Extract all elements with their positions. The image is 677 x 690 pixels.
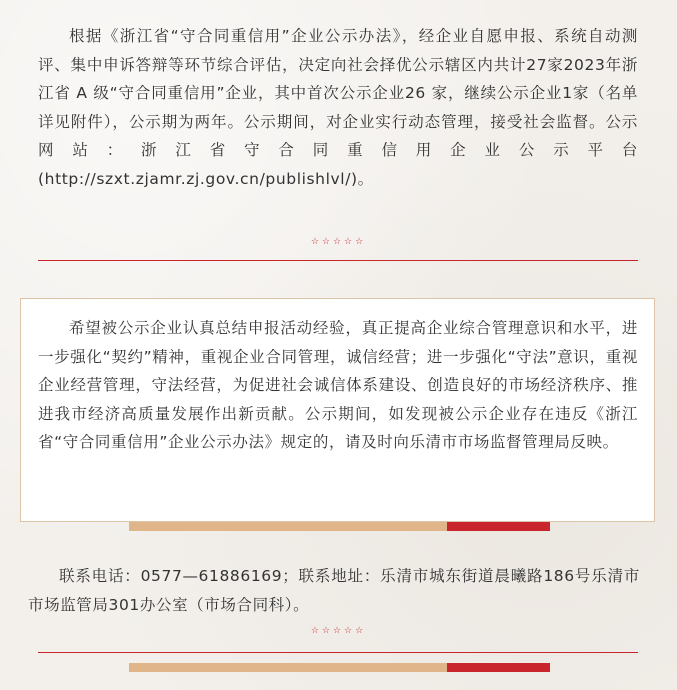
star-divider-icon: ☆☆☆☆☆ <box>310 626 367 636</box>
decorative-bar-tan <box>129 522 447 531</box>
red-divider-line <box>38 260 638 261</box>
decorative-bar-red <box>447 522 550 531</box>
decorative-bar-tan <box>129 663 447 672</box>
red-divider-line <box>38 652 638 653</box>
contact-paragraph: 联系电话：0577—61886169；联系地址：乐清市城东街道晨曦路186号乐清市市场监管局301办公室（市场合同科）。 <box>28 567 640 614</box>
announcement-paragraph: 根据《浙江省“守合同重信用”企业公示办法》，经企业自愿申报、系统自动测评、集中申诉答辩等环节综合评估，决定向社会择优公示辖区内共计27家2023年浙江省 A 级“守合同重信用”企业，其中首次公示企业26 家，继续公示企业1家（名单详见附件），公示期为两年。公示期间，对企业实行动态管理，接受社会监督。公示网站：浙江省守合同重信用企业公示平台(http://szxt.zjamr.zj.gov.cn/publishlvl/)。 <box>38 27 638 188</box>
star-divider-icon: ☆☆☆☆☆ <box>310 237 367 247</box>
decorative-bar-red <box>447 663 550 672</box>
notice-paragraph: 希望被公示企业认真总结申报活动经验，真正提高企业综合管理意识和水平，进一步强化“契约”精神，重视企业合同管理，诚信经营；进一步强化“守法”意识，重视企业经营管理，守法经营，为促进社会诚信体系建设、创造良好的市场经济秩序、推进我市经济高质量发展作出新贡献。公示期间，如发现被公示企业存在违反《浙江省“守合同重信用”企业公示办法》规定的，请及时向乐清市市场监督管理局反映。 <box>38 319 638 452</box>
